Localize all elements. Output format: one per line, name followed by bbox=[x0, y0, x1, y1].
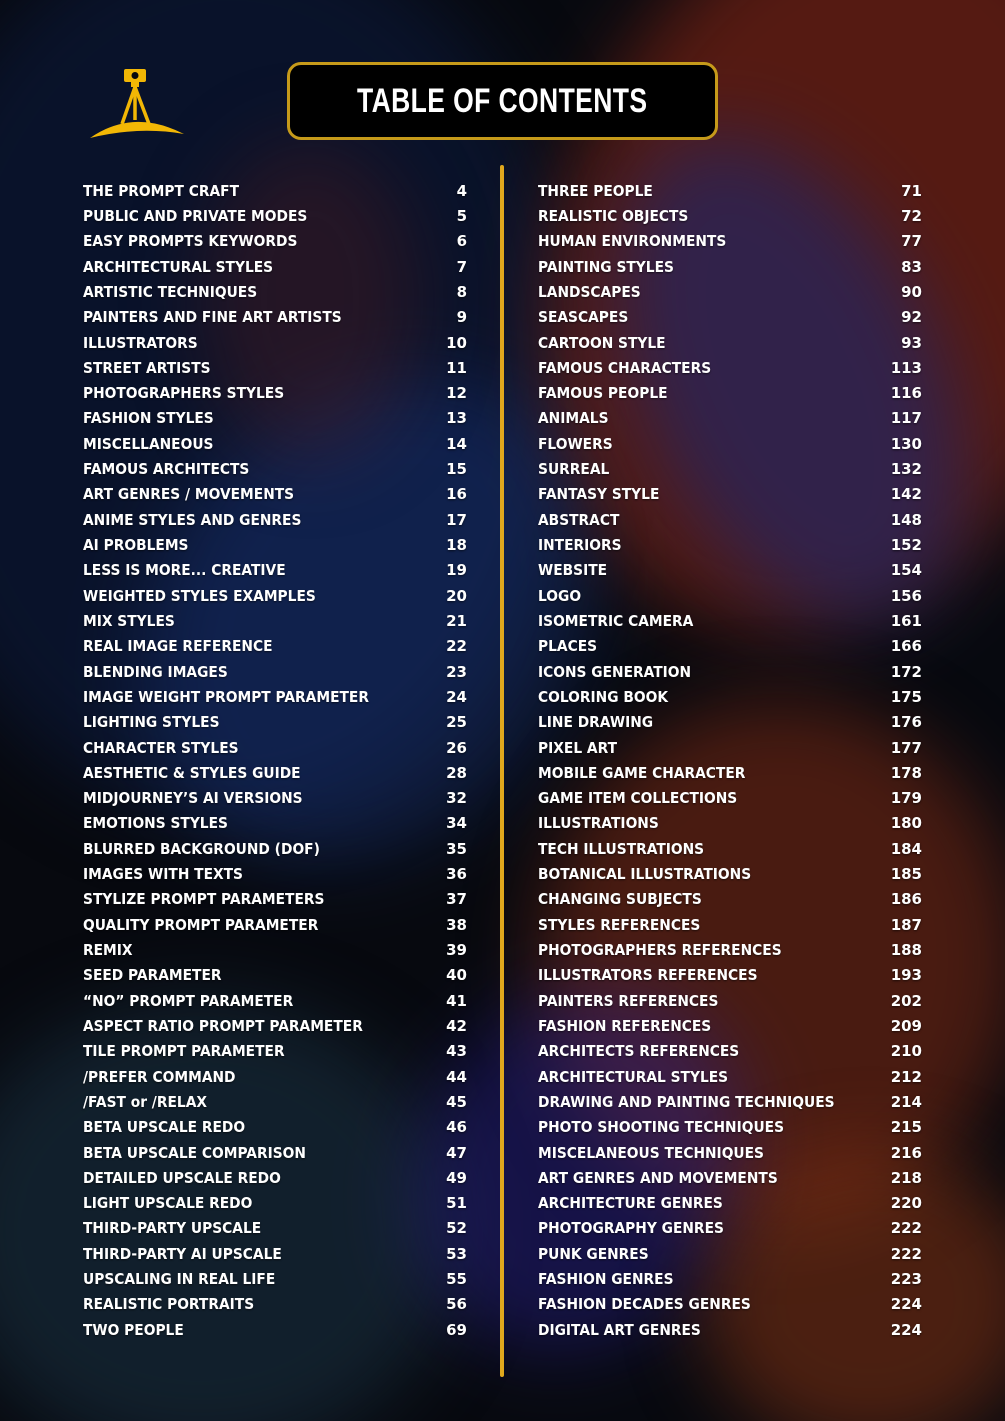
toc-entry[interactable] bbox=[538, 456, 922, 481]
toc-entry-page: 19 bbox=[446, 561, 467, 580]
toc-entry-title: LIGHT UPSCALE REDO bbox=[83, 1194, 253, 1213]
toc-entry-page: 220 bbox=[890, 1194, 922, 1213]
toc-entry-page: 117 bbox=[890, 409, 922, 428]
toc-entry-title: ASPECT RATIO PROMPT PARAMETER bbox=[83, 1016, 363, 1035]
toc-entry[interactable] bbox=[538, 988, 922, 1013]
toc-entry-title: PAINTERS AND FINE ART ARTISTS bbox=[83, 308, 342, 327]
toc-entry[interactable] bbox=[83, 684, 467, 709]
toc-entry-page: 21 bbox=[446, 611, 467, 630]
toc-entry-page: 6 bbox=[456, 232, 467, 251]
toc-entry[interactable] bbox=[83, 836, 467, 861]
toc-left-column bbox=[83, 178, 467, 1342]
toc-entry-title: THIRD-PARTY UPSCALE bbox=[83, 1219, 262, 1238]
toc-entry-title: FASHION GENRES bbox=[538, 1270, 674, 1289]
toc-entry-title: MISCELANEOUS TECHNIQUES bbox=[538, 1143, 765, 1162]
toc-entry-title: HUMAN ENVIRONMENTS bbox=[538, 232, 727, 251]
toc-entry[interactable] bbox=[83, 1165, 467, 1190]
toc-entry-page: 47 bbox=[446, 1143, 467, 1162]
toc-entry-title: PHOTO SHOOTING TECHNIQUES bbox=[538, 1118, 785, 1137]
toc-entry[interactable] bbox=[538, 608, 922, 633]
toc-entry[interactable] bbox=[83, 1115, 467, 1140]
toc-entry[interactable] bbox=[538, 1089, 922, 1114]
toc-entry-title: REALISTIC OBJECTS bbox=[538, 206, 689, 225]
toc-entry-page: 156 bbox=[890, 586, 922, 605]
toc-entry-title: BETA UPSCALE COMPARISON bbox=[83, 1143, 306, 1162]
toc-entry-title: ARCHITECTURAL STYLES bbox=[538, 1067, 729, 1086]
toc-entry-page: 24 bbox=[446, 687, 467, 706]
toc-entry-page: 187 bbox=[890, 915, 922, 934]
toc-entry-page: 184 bbox=[890, 839, 922, 858]
toc-entry-page: 42 bbox=[446, 1016, 467, 1035]
toc-entry-page: 22 bbox=[446, 637, 467, 656]
toc-entry[interactable] bbox=[83, 330, 467, 355]
toc-entry-page: 215 bbox=[890, 1118, 922, 1137]
toc-entry[interactable] bbox=[83, 305, 467, 330]
toc-entry-page: 166 bbox=[890, 637, 922, 656]
toc-entry-page: 209 bbox=[890, 1016, 922, 1035]
toc-entry[interactable] bbox=[83, 887, 467, 912]
toc-entry-page: 4 bbox=[456, 181, 467, 200]
toc-entry-page: 12 bbox=[446, 384, 467, 403]
toc-entry[interactable] bbox=[83, 634, 467, 659]
toc-entry-page: 20 bbox=[446, 586, 467, 605]
toc-entry-page: 13 bbox=[446, 409, 467, 428]
toc-entry-page: 69 bbox=[446, 1320, 467, 1339]
toc-entry-title: AI PROBLEMS bbox=[83, 536, 189, 555]
toc-entry-title: WEIGHTED STYLES EXAMPLES bbox=[83, 586, 316, 605]
toc-entry[interactable] bbox=[538, 1039, 922, 1064]
toc-entry-page: 72 bbox=[901, 206, 922, 225]
toc-entry-page: 152 bbox=[890, 536, 922, 555]
toc-entry[interactable] bbox=[538, 1317, 922, 1342]
toc-entry-title: PAINTERS REFERENCES bbox=[538, 991, 719, 1010]
toc-entry-title: REMIX bbox=[83, 941, 133, 960]
toc-entry[interactable] bbox=[83, 456, 467, 481]
page-title: TABLE OF CONTENTS bbox=[357, 81, 648, 120]
toc-entry-page: 5 bbox=[456, 206, 467, 225]
toc-entry-title: PIXEL ART bbox=[538, 738, 618, 757]
toc-entry[interactable] bbox=[538, 305, 922, 330]
title-box bbox=[287, 62, 718, 140]
toc-entry-page: 56 bbox=[446, 1295, 467, 1314]
toc-entry-title: THE PROMPT CRAFT bbox=[83, 181, 240, 200]
toc-entry[interactable] bbox=[538, 684, 922, 709]
toc-entry[interactable] bbox=[538, 1241, 922, 1266]
toc-entry[interactable] bbox=[538, 482, 922, 507]
toc-entry[interactable] bbox=[83, 203, 467, 228]
toc-entry-title: ANIMALS bbox=[538, 409, 609, 428]
toc-entry-page: 83 bbox=[901, 257, 922, 276]
toc-entry[interactable] bbox=[538, 659, 922, 684]
toc-entry-page: 49 bbox=[446, 1168, 467, 1187]
toc-entry-title: ARTISTIC TECHNIQUES bbox=[83, 282, 258, 301]
toc-entry-title: MOBILE GAME CHARACTER bbox=[538, 763, 746, 782]
toc-entry-title: WEBSITE bbox=[538, 561, 608, 580]
toc-entry-page: 53 bbox=[446, 1244, 467, 1263]
toc-entry[interactable] bbox=[83, 1216, 467, 1241]
toc-entry[interactable] bbox=[538, 1013, 922, 1038]
toc-entry-page: 28 bbox=[446, 763, 467, 782]
toc-entry-title: STREET ARTISTS bbox=[83, 358, 211, 377]
toc-entry-page: 214 bbox=[890, 1092, 922, 1111]
toc-entry[interactable] bbox=[83, 279, 467, 304]
toc-entry[interactable] bbox=[538, 1064, 922, 1089]
toc-entry-page: 11 bbox=[446, 358, 467, 377]
toc-entry-page: 92 bbox=[901, 308, 922, 327]
toc-entry-title: BOTANICAL ILLUSTRATIONS bbox=[538, 865, 752, 884]
toc-entry[interactable] bbox=[538, 786, 922, 811]
toc-entry-title: MIDJOURNEY’S AI VERSIONS bbox=[83, 789, 303, 808]
toc-entry-page: 132 bbox=[890, 460, 922, 479]
toc-entry-page: 25 bbox=[446, 713, 467, 732]
toc-entry-page: 32 bbox=[446, 789, 467, 808]
toc-entry[interactable] bbox=[83, 178, 467, 203]
toc-entry-title: CARTOON STYLE bbox=[538, 333, 666, 352]
toc-entry[interactable] bbox=[538, 229, 922, 254]
toc-entry-title: TWO PEOPLE bbox=[83, 1320, 184, 1339]
toc-entry-title: MISCELLANEOUS bbox=[83, 434, 214, 453]
toc-entry[interactable] bbox=[83, 1292, 467, 1317]
toc-entry[interactable] bbox=[538, 431, 922, 456]
toc-entry-page: 18 bbox=[446, 536, 467, 555]
toc-entry[interactable] bbox=[83, 482, 467, 507]
toc-entry-title: REAL IMAGE REFERENCE bbox=[83, 637, 273, 656]
toc-entry-title: ART GENRES AND MOVEMENTS bbox=[538, 1168, 778, 1187]
toc-entry[interactable] bbox=[538, 178, 922, 203]
toc-entry-page: 193 bbox=[890, 966, 922, 985]
toc-entry[interactable] bbox=[83, 1266, 467, 1291]
toc-entry-title: ABSTRACT bbox=[538, 510, 620, 529]
toc-entry-page: 15 bbox=[446, 460, 467, 479]
toc-entry-page: 16 bbox=[446, 485, 467, 504]
toc-entry-page: 10 bbox=[446, 333, 467, 352]
toc-entry-page: 202 bbox=[890, 991, 922, 1010]
toc-entry-page: 26 bbox=[446, 738, 467, 757]
toc-entry-page: 36 bbox=[446, 865, 467, 884]
toc-entry-page: 71 bbox=[901, 181, 922, 200]
toc-entry[interactable] bbox=[538, 355, 922, 380]
toc-entry-title: UPSCALING IN REAL LIFE bbox=[83, 1270, 276, 1289]
toc-entry-page: 212 bbox=[890, 1067, 922, 1086]
toc-entry[interactable] bbox=[538, 558, 922, 583]
toc-entry-page: 113 bbox=[890, 358, 922, 377]
toc-entry-title: IMAGE WEIGHT PROMPT PARAMETER bbox=[83, 687, 369, 706]
toc-entry[interactable] bbox=[83, 988, 467, 1013]
toc-entry-page: 93 bbox=[901, 333, 922, 352]
toc-entry-page: 46 bbox=[446, 1118, 467, 1137]
toc-entry-page: 9 bbox=[456, 308, 467, 327]
toc-entry[interactable] bbox=[83, 963, 467, 988]
toc-entry-title: ARCHITECTURE GENRES bbox=[538, 1194, 723, 1213]
toc-entry-title: BLURRED BACKGROUND (DOF) bbox=[83, 839, 320, 858]
toc-entry[interactable] bbox=[83, 710, 467, 735]
toc-entry-title: QUALITY PROMPT PARAMETER bbox=[83, 915, 319, 934]
toc-entry[interactable] bbox=[83, 735, 467, 760]
toc-entry[interactable] bbox=[538, 254, 922, 279]
toc-entry[interactable] bbox=[83, 229, 467, 254]
toc-entry-page: 148 bbox=[890, 510, 922, 529]
toc-entry[interactable] bbox=[538, 279, 922, 304]
toc-entry-title: SURREAL bbox=[538, 460, 610, 479]
toc-entry-page: 8 bbox=[456, 282, 467, 301]
toc-entry[interactable] bbox=[538, 583, 922, 608]
toc-entry-title: CHARACTER STYLES bbox=[83, 738, 239, 757]
toc-entry-title: ILLUSTRATIONS bbox=[538, 814, 659, 833]
toc-entry-title: INTERIORS bbox=[538, 536, 622, 555]
toc-entry-title: FAMOUS CHARACTERS bbox=[538, 358, 712, 377]
toc-entry[interactable] bbox=[83, 1013, 467, 1038]
toc-entry-title: PHOTOGRAPHERS REFERENCES bbox=[538, 941, 782, 960]
toc-entry-title: STYLES REFERENCES bbox=[538, 915, 701, 934]
toc-entry-page: 223 bbox=[890, 1270, 922, 1289]
toc-entry-page: 172 bbox=[890, 662, 922, 681]
toc-entry-title: FASHION REFERENCES bbox=[538, 1016, 712, 1035]
toc-entry-title: FANTASY STYLE bbox=[538, 485, 660, 504]
toc-entry-page: 39 bbox=[446, 941, 467, 960]
toc-entry[interactable] bbox=[83, 558, 467, 583]
telescope-on-hill-icon bbox=[88, 66, 188, 140]
toc-entry[interactable] bbox=[83, 381, 467, 406]
toc-entry-title: “NO” PROMPT PARAMETER bbox=[83, 991, 294, 1010]
toc-entry[interactable] bbox=[538, 406, 922, 431]
toc-entry-page: 43 bbox=[446, 1042, 467, 1061]
toc-entry-page: 7 bbox=[456, 257, 467, 276]
toc-entry-title: FAMOUS PEOPLE bbox=[538, 384, 668, 403]
toc-entry-page: 180 bbox=[890, 814, 922, 833]
toc-entry-page: 14 bbox=[446, 434, 467, 453]
toc-entry[interactable] bbox=[83, 760, 467, 785]
toc-entry-page: 77 bbox=[901, 232, 922, 251]
toc-entry[interactable] bbox=[83, 811, 467, 836]
toc-entry[interactable] bbox=[538, 836, 922, 861]
toc-entry[interactable] bbox=[83, 937, 467, 962]
toc-entry-title: ISOMETRIC CAMERA bbox=[538, 611, 694, 630]
toc-entry-title: ARCHITECTURAL STYLES bbox=[83, 257, 274, 276]
toc-entry[interactable] bbox=[538, 507, 922, 532]
toc-entry-title: EMOTIONS STYLES bbox=[83, 814, 228, 833]
toc-entry[interactable] bbox=[83, 507, 467, 532]
toc-entry[interactable] bbox=[83, 1039, 467, 1064]
toc-entry[interactable] bbox=[538, 532, 922, 557]
toc-entry-page: 222 bbox=[890, 1219, 922, 1238]
toc-entry[interactable] bbox=[538, 735, 922, 760]
toc-entry-title: LIGHTING STYLES bbox=[83, 713, 220, 732]
toc-entry-page: 41 bbox=[446, 991, 467, 1010]
toc-entry-title: PUNK GENRES bbox=[538, 1244, 649, 1263]
toc-entry-title: ILLUSTRATORS REFERENCES bbox=[538, 966, 758, 985]
toc-entry-page: 142 bbox=[890, 485, 922, 504]
toc-entry-title: /FAST or /RELAX bbox=[83, 1092, 208, 1111]
toc-entry[interactable] bbox=[538, 937, 922, 962]
toc-entry-title: MIX STYLES bbox=[83, 611, 175, 630]
toc-entry[interactable] bbox=[538, 887, 922, 912]
toc-entry[interactable] bbox=[538, 912, 922, 937]
toc-entry[interactable] bbox=[83, 1064, 467, 1089]
toc-entry-page: 44 bbox=[446, 1067, 467, 1086]
toc-entry-page: 185 bbox=[890, 865, 922, 884]
toc-entry[interactable] bbox=[83, 1317, 467, 1342]
toc-entry[interactable] bbox=[538, 381, 922, 406]
toc-entry-page: 23 bbox=[446, 662, 467, 681]
toc-entry-title: BLENDING IMAGES bbox=[83, 662, 228, 681]
toc-entry-page: 175 bbox=[890, 687, 922, 706]
toc-entry-page: 35 bbox=[446, 839, 467, 858]
toc-entry-title: LINE DRAWING bbox=[538, 713, 654, 732]
toc-entry-page: 161 bbox=[890, 611, 922, 630]
toc-entry[interactable] bbox=[538, 1191, 922, 1216]
toc-entry[interactable] bbox=[83, 254, 467, 279]
toc-right-column bbox=[538, 178, 922, 1342]
toc-entry-title: PHOTOGRAPHY GENRES bbox=[538, 1219, 724, 1238]
toc-entry[interactable] bbox=[538, 203, 922, 228]
toc-entry[interactable] bbox=[538, 1216, 922, 1241]
toc-entry[interactable] bbox=[83, 431, 467, 456]
toc-entry-title: COLORING BOOK bbox=[538, 687, 669, 706]
column-divider bbox=[500, 165, 504, 1377]
toc-entry[interactable] bbox=[538, 963, 922, 988]
toc-entry-page: 218 bbox=[890, 1168, 922, 1187]
toc-entry-title: STYLIZE PROMPT PARAMETERS bbox=[83, 890, 325, 909]
toc-entry-title: DRAWING AND PAINTING TECHNIQUES bbox=[538, 1092, 835, 1111]
toc-entry[interactable] bbox=[83, 912, 467, 937]
toc-entry[interactable] bbox=[83, 1191, 467, 1216]
toc-entry-page: 116 bbox=[890, 384, 922, 403]
toc-entry-title: GAME ITEM COLLECTIONS bbox=[538, 789, 738, 808]
toc-entry-page: 130 bbox=[890, 434, 922, 453]
toc-entry[interactable] bbox=[538, 1115, 922, 1140]
toc-entry-title: CHANGING SUBJECTS bbox=[538, 890, 702, 909]
toc-entry[interactable] bbox=[83, 1089, 467, 1114]
toc-entry[interactable] bbox=[538, 330, 922, 355]
toc-entry-page: 37 bbox=[446, 890, 467, 909]
toc-entry-page: 177 bbox=[890, 738, 922, 757]
toc-entry-page: 178 bbox=[890, 763, 922, 782]
toc-entry-title: DIGITAL ART GENRES bbox=[538, 1320, 701, 1339]
toc-entry-title: ANIME STYLES AND GENRES bbox=[83, 510, 302, 529]
toc-entry-page: 222 bbox=[890, 1244, 922, 1263]
toc-entry[interactable] bbox=[538, 1292, 922, 1317]
toc-entry-title: LESS IS MORE... CREATIVE bbox=[83, 561, 286, 580]
toc-entry[interactable] bbox=[538, 710, 922, 735]
toc-entry-page: 188 bbox=[890, 941, 922, 960]
toc-entry[interactable] bbox=[538, 1266, 922, 1291]
toc-entry-page: 224 bbox=[890, 1320, 922, 1339]
toc-entry-title: PUBLIC AND PRIVATE MODES bbox=[83, 206, 308, 225]
toc-entry-title: SEED PARAMETER bbox=[83, 966, 222, 985]
toc-entry-page: 210 bbox=[890, 1042, 922, 1061]
toc-entry-page: 224 bbox=[890, 1295, 922, 1314]
toc-entry-title: PLACES bbox=[538, 637, 598, 656]
toc-entry-title: FLOWERS bbox=[538, 434, 613, 453]
toc-entry-title: AESTHETIC & STYLES GUIDE bbox=[83, 763, 301, 782]
toc-entry[interactable] bbox=[538, 1140, 922, 1165]
toc-entry-title: ILLUSTRATORS bbox=[83, 333, 198, 352]
toc-entry-title: FAMOUS ARCHITECTS bbox=[83, 460, 250, 479]
toc-entry-title: TECH ILLUSTRATIONS bbox=[538, 839, 705, 858]
toc-entry[interactable] bbox=[83, 659, 467, 684]
toc-entry-title: LOGO bbox=[538, 586, 582, 605]
toc-entry[interactable] bbox=[538, 1165, 922, 1190]
toc-entry[interactable] bbox=[83, 608, 467, 633]
toc-entry[interactable] bbox=[538, 760, 922, 785]
toc-entry[interactable] bbox=[83, 1140, 467, 1165]
toc-entry-page: 176 bbox=[890, 713, 922, 732]
toc-entry-page: 45 bbox=[446, 1092, 467, 1111]
toc-entry-title: BETA UPSCALE REDO bbox=[83, 1118, 246, 1137]
toc-entry-page: 179 bbox=[890, 789, 922, 808]
toc-entry[interactable] bbox=[83, 861, 467, 886]
toc-entry-title: THIRD-PARTY AI UPSCALE bbox=[83, 1244, 282, 1263]
toc-entry-page: 186 bbox=[890, 890, 922, 909]
toc-entry[interactable] bbox=[83, 355, 467, 380]
toc-entry[interactable] bbox=[83, 786, 467, 811]
toc-entry-title: FASHION DECADES GENRES bbox=[538, 1295, 751, 1314]
toc-entry-title: ARCHITECTS REFERENCES bbox=[538, 1042, 740, 1061]
toc-entry-page: 17 bbox=[446, 510, 467, 529]
toc-entry[interactable] bbox=[538, 861, 922, 886]
toc-entry-title: TILE PROMPT PARAMETER bbox=[83, 1042, 285, 1061]
toc-entry[interactable] bbox=[538, 811, 922, 836]
toc-entry-title: REALISTIC PORTRAITS bbox=[83, 1295, 255, 1314]
toc-entry-title: LANDSCAPES bbox=[538, 282, 641, 301]
toc-entry-page: 34 bbox=[446, 814, 467, 833]
toc-entry-title: FASHION STYLES bbox=[83, 409, 214, 428]
toc-entry[interactable] bbox=[83, 1241, 467, 1266]
toc-entry-title: ART GENRES / MOVEMENTS bbox=[83, 485, 295, 504]
toc-entry-page: 52 bbox=[446, 1219, 467, 1238]
toc-entry-title: IMAGES WITH TEXTS bbox=[83, 865, 244, 884]
toc-entry-page: 51 bbox=[446, 1194, 467, 1213]
toc-entry-title: /PREFER COMMAND bbox=[83, 1067, 236, 1086]
toc-entry-page: 38 bbox=[446, 915, 467, 934]
toc-entry-page: 55 bbox=[446, 1270, 467, 1289]
toc-entry-title: THREE PEOPLE bbox=[538, 181, 653, 200]
toc-entry-page: 40 bbox=[446, 966, 467, 985]
toc-entry[interactable] bbox=[83, 583, 467, 608]
toc-entry-title: DETAILED UPSCALE REDO bbox=[83, 1168, 281, 1187]
toc-entry-page: 154 bbox=[890, 561, 922, 580]
toc-entry-page: 216 bbox=[890, 1143, 922, 1162]
toc-entry-title: PAINTING STYLES bbox=[538, 257, 674, 276]
toc-entry-title: EASY PROMPTS KEYWORDS bbox=[83, 232, 298, 251]
toc-entry[interactable] bbox=[538, 634, 922, 659]
toc-entry-title: ICONS GENERATION bbox=[538, 662, 692, 681]
toc-entry[interactable] bbox=[83, 406, 467, 431]
toc-entry-title: SEASCAPES bbox=[538, 308, 629, 327]
toc-entry[interactable] bbox=[83, 532, 467, 557]
toc-entry-page: 90 bbox=[901, 282, 922, 301]
toc-entry-title: PHOTOGRAPHERS STYLES bbox=[83, 384, 285, 403]
